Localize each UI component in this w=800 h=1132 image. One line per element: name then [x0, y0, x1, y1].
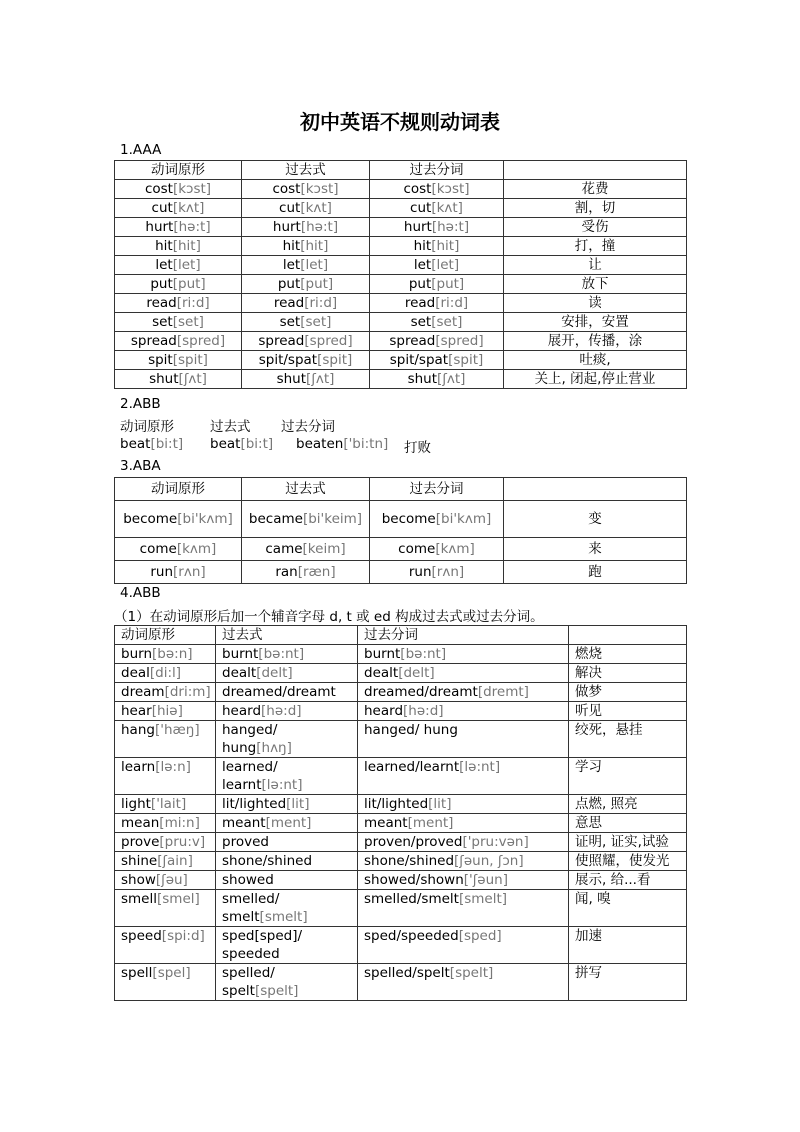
meaning-cell: 听见 — [569, 702, 687, 721]
header-meaning — [504, 161, 687, 180]
past-participle-cell: hit[hit] — [370, 237, 504, 256]
past-form-cell: lit/lighted[lit] — [216, 795, 358, 814]
table-row — [115, 332, 687, 351]
past-participle-cell: let[let] — [370, 256, 504, 275]
past-form-cell: hanged/ hung[hʌŋ] — [216, 721, 358, 758]
meaning-cell: 做梦 — [569, 683, 687, 702]
table-row — [115, 313, 687, 332]
base-form-cell: set[set] — [115, 313, 242, 332]
table-row — [115, 218, 687, 237]
header-meaning — [569, 626, 687, 645]
meaning-cell: 加速 — [569, 927, 687, 964]
past-participle-cell: come[kʌm] — [370, 538, 504, 561]
section-abb2-note: （1）在动词原形后加一个辅音字母 d, t 或 ed 构成过去式或过去分词。 — [114, 609, 544, 625]
past-participle-cell: shut[ʃʌt] — [370, 370, 504, 389]
past-participle-cell: hurt[hə:t] — [370, 218, 504, 237]
past-participle-cell: lit/lighted[lit] — [358, 795, 569, 814]
past-form-cell: hit[hit] — [242, 237, 370, 256]
meaning-cell: 受伤 — [504, 218, 687, 237]
base-form-cell: put[put] — [115, 275, 242, 294]
table-row — [115, 180, 687, 199]
abb2-table — [114, 625, 687, 1001]
base-form-cell: hang['hæŋ] — [115, 721, 216, 758]
base-form-cell: show[ʃəu] — [115, 871, 216, 890]
table-row — [115, 833, 687, 852]
meaning-cell: 来 — [504, 538, 687, 561]
past-participle-cell: dreamed/dreamt[dremt] — [358, 683, 569, 702]
meaning-cell: 意思 — [569, 814, 687, 833]
table-row — [115, 890, 687, 927]
past-form-cell: hurt[hə:t] — [242, 218, 370, 237]
past-form-cell: let[let] — [242, 256, 370, 275]
base-form-cell: come[kʌm] — [115, 538, 242, 561]
abb-label-past: 过去式 — [210, 419, 251, 435]
past-form-cell: shut[ʃʌt] — [242, 370, 370, 389]
table-header-row — [115, 626, 687, 645]
base-form-cell: shine[ʃain] — [115, 852, 216, 871]
meaning-cell: 学习 — [569, 758, 687, 795]
meaning-cell: 展开，传播，涂 — [504, 332, 687, 351]
meaning-cell: 放下 — [504, 275, 687, 294]
base-form-cell: run[rʌn] — [115, 561, 242, 584]
past-form-cell: spelled/ spelt[spelt] — [216, 964, 358, 1001]
table-row — [115, 852, 687, 871]
past-participle-cell: showed/shown['ʃəun] — [358, 871, 569, 890]
base-form-cell: spit[spit] — [115, 351, 242, 370]
past-form-cell: dreamed/dreamt — [216, 683, 358, 702]
base-form-cell: dream[dri:m] — [115, 683, 216, 702]
table-row — [115, 871, 687, 890]
abb-label-base: 动词原形 — [120, 419, 174, 435]
meaning-cell: 变 — [504, 501, 687, 538]
table-row — [115, 370, 687, 389]
past-participle-cell: learned/learnt[lə:nt] — [358, 758, 569, 795]
meaning-cell: 拼写 — [569, 964, 687, 1001]
table-row — [115, 645, 687, 664]
table-row — [115, 275, 687, 294]
table-row — [115, 501, 687, 538]
header-pp: 过去分词 — [370, 478, 504, 501]
meaning-cell: 绞死，悬挂 — [569, 721, 687, 758]
base-form-cell: spread[spred] — [115, 332, 242, 351]
section-aaa-heading: 1.AAA — [120, 142, 162, 158]
meaning-cell: 读 — [504, 294, 687, 313]
base-form-cell: burn[bə:n] — [115, 645, 216, 664]
base-form-cell: hear[hiə] — [115, 702, 216, 721]
table-row — [115, 664, 687, 683]
past-form-cell: sped[sped]/ speeded — [216, 927, 358, 964]
aaa-table — [114, 160, 687, 389]
meaning-cell: 安排，安置 — [504, 313, 687, 332]
abb-base: beat[bi:t] — [120, 436, 184, 452]
meaning-cell: 让 — [504, 256, 687, 275]
past-form-cell: ran[ræn] — [242, 561, 370, 584]
meaning-cell: 使照耀，使发光 — [569, 852, 687, 871]
aba-table — [114, 477, 687, 584]
table-row — [115, 814, 687, 833]
past-form-cell: put[put] — [242, 275, 370, 294]
base-form-cell: learn[lə:n] — [115, 758, 216, 795]
abb-label-pp: 过去分词 — [281, 419, 335, 435]
meaning-cell: 燃烧 — [569, 645, 687, 664]
past-form-cell: became[bi'keim] — [242, 501, 370, 538]
page-title: 初中英语不规则动词表 — [300, 110, 500, 134]
base-form-cell: prove[pru:v] — [115, 833, 216, 852]
past-participle-cell: heard[hə:d] — [358, 702, 569, 721]
meaning-cell: 关上, 闭起,停止营业 — [504, 370, 687, 389]
base-form-cell: cost[kɔst] — [115, 180, 242, 199]
section-abb-heading: 2.ABB — [120, 396, 161, 412]
table-row — [115, 683, 687, 702]
base-form-cell: light['lait] — [115, 795, 216, 814]
table-row — [115, 199, 687, 218]
abb-past: beat[bi:t] — [210, 436, 274, 452]
past-participle-cell: sped/speeded[sped] — [358, 927, 569, 964]
past-form-cell: proved — [216, 833, 358, 852]
table-header-row — [115, 161, 687, 180]
base-form-cell: hurt[hə:t] — [115, 218, 242, 237]
section-aba-heading: 3.ABA — [120, 458, 161, 474]
header-base: 动词原形 — [115, 626, 216, 645]
table-row — [115, 721, 687, 758]
table-row — [115, 237, 687, 256]
past-participle-cell: cut[kʌt] — [370, 199, 504, 218]
base-form-cell: become[bi'kʌm] — [115, 501, 242, 538]
past-participle-cell: dealt[delt] — [358, 664, 569, 683]
past-participle-cell: set[set] — [370, 313, 504, 332]
header-base: 动词原形 — [115, 478, 242, 501]
meaning-cell: 证明, 证实,试验 — [569, 833, 687, 852]
meaning-cell: 吐痰, — [504, 351, 687, 370]
header-past: 过去式 — [242, 478, 370, 501]
past-participle-cell: run[rʌn] — [370, 561, 504, 584]
abb-meaning: 打败 — [404, 440, 431, 456]
meaning-cell: 展示, 给...看 — [569, 871, 687, 890]
meaning-cell: 点燃, 照亮 — [569, 795, 687, 814]
header-pp: 过去分词 — [358, 626, 569, 645]
base-form-cell: deal[di:l] — [115, 664, 216, 683]
section-abb2-heading: 4.ABB — [120, 585, 161, 601]
past-participle-cell: shone/shined[ʃəun, ʃɔn] — [358, 852, 569, 871]
header-past: 过去式 — [242, 161, 370, 180]
past-form-cell: shone/shined — [216, 852, 358, 871]
past-participle-cell: smelled/smelt[smelt] — [358, 890, 569, 927]
meaning-cell: 跑 — [504, 561, 687, 584]
past-participle-cell: spelled/spelt[spelt] — [358, 964, 569, 1001]
base-form-cell: hit[hit] — [115, 237, 242, 256]
past-form-cell: showed — [216, 871, 358, 890]
past-participle-cell: read[ri:d] — [370, 294, 504, 313]
table-row — [115, 561, 687, 584]
table-row — [115, 702, 687, 721]
past-participle-cell: spit/spat[spit] — [370, 351, 504, 370]
base-form-cell: spell[spel] — [115, 964, 216, 1001]
past-form-cell: burnt[bə:nt] — [216, 645, 358, 664]
past-form-cell: heard[hə:d] — [216, 702, 358, 721]
meaning-cell: 割，切 — [504, 199, 687, 218]
past-form-cell: dealt[delt] — [216, 664, 358, 683]
meaning-cell: 闻, 嗅 — [569, 890, 687, 927]
table-row — [115, 964, 687, 1001]
past-form-cell: cut[kʌt] — [242, 199, 370, 218]
past-participle-cell: put[put] — [370, 275, 504, 294]
past-form-cell: spit/spat[spit] — [242, 351, 370, 370]
past-form-cell: learned/ learnt[lə:nt] — [216, 758, 358, 795]
past-participle-cell: spread[spred] — [370, 332, 504, 351]
meaning-cell: 花费 — [504, 180, 687, 199]
past-form-cell: meant[ment] — [216, 814, 358, 833]
header-base: 动词原形 — [115, 161, 242, 180]
past-form-cell: came[keim] — [242, 538, 370, 561]
table-row — [115, 758, 687, 795]
base-form-cell: let[let] — [115, 256, 242, 275]
past-form-cell: spread[spred] — [242, 332, 370, 351]
past-participle-cell: proven/proved['pru:vən] — [358, 833, 569, 852]
table-row — [115, 927, 687, 964]
table-row — [115, 256, 687, 275]
past-form-cell: cost[kɔst] — [242, 180, 370, 199]
past-participle-cell: cost[kɔst] — [370, 180, 504, 199]
base-form-cell: mean[mi:n] — [115, 814, 216, 833]
past-form-cell: read[ri:d] — [242, 294, 370, 313]
base-form-cell: speed[spi:d] — [115, 927, 216, 964]
header-pp: 过去分词 — [370, 161, 504, 180]
base-form-cell: smell[smel] — [115, 890, 216, 927]
abb-pp: beaten['bi:tn] — [296, 436, 389, 452]
header-past: 过去式 — [216, 626, 358, 645]
past-form-cell: set[set] — [242, 313, 370, 332]
table-row — [115, 795, 687, 814]
past-participle-cell: hanged/ hung — [358, 721, 569, 758]
table-header-row — [115, 478, 687, 501]
base-form-cell: read[ri:d] — [115, 294, 242, 313]
past-participle-cell: meant[ment] — [358, 814, 569, 833]
meaning-cell: 解决 — [569, 664, 687, 683]
past-participle-cell: become[bi'kʌm] — [370, 501, 504, 538]
base-form-cell: shut[ʃʌt] — [115, 370, 242, 389]
table-row — [115, 294, 687, 313]
header-meaning — [504, 478, 687, 501]
table-row — [115, 538, 687, 561]
table-row — [115, 351, 687, 370]
past-participle-cell: burnt[bə:nt] — [358, 645, 569, 664]
meaning-cell: 打，撞 — [504, 237, 687, 256]
past-form-cell: smelled/ smelt[smelt] — [216, 890, 358, 927]
base-form-cell: cut[kʌt] — [115, 199, 242, 218]
